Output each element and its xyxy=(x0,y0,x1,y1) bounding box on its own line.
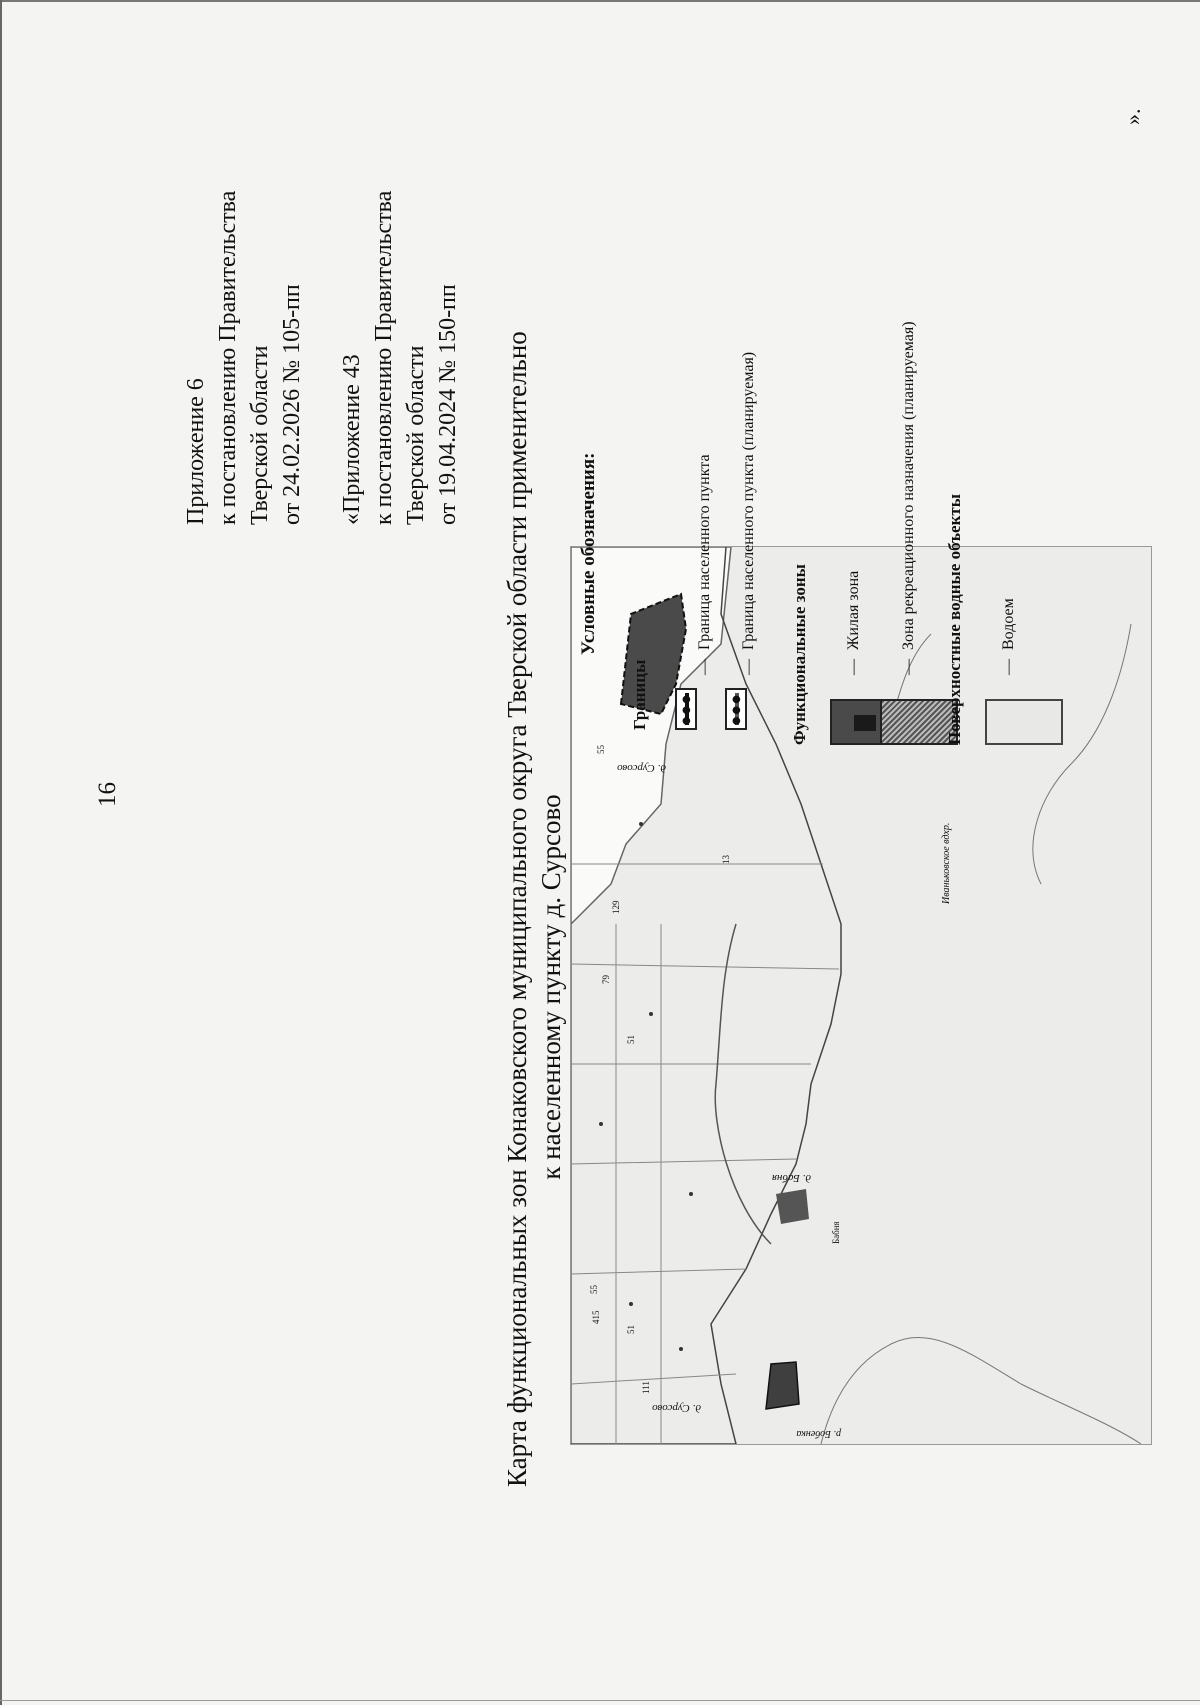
water-body-swatch xyxy=(985,699,1063,745)
map-title xyxy=(500,331,568,1487)
legend-heading: Условные обозначения: xyxy=(578,452,599,655)
legend-item-label: Водоем xyxy=(1000,598,1017,650)
legend-dash: — xyxy=(845,659,862,675)
map-title-line: к населенному пункту д. Сурсово xyxy=(536,794,566,1180)
legend-dash: — xyxy=(740,659,757,675)
appendix-line: от 24.02.2026 № 105-пп xyxy=(279,284,305,525)
legend-item-label: Жилая зона xyxy=(845,570,862,650)
page-number: 16 xyxy=(94,782,121,807)
appendix-line: к постановлению Правительства xyxy=(371,190,397,525)
legend-section-title: Функциональные зоны xyxy=(790,564,809,745)
appendix-line: Тверской области xyxy=(403,345,429,525)
legend-item-label: Зона рекреационного назначения (планируемая) xyxy=(900,321,917,650)
appendix-previous xyxy=(336,191,464,525)
parcel-number: 79 xyxy=(601,975,611,984)
planned-boundary-swatch: ●●● xyxy=(725,688,747,730)
legend-item-label: Граница населенного пункта xyxy=(696,454,713,650)
parcel-number: 55 xyxy=(596,745,606,754)
map-graphic xyxy=(571,547,1151,1444)
map-label-babnya: д. Бабня xyxy=(771,1172,811,1184)
appendix-line: Приложение 6 xyxy=(183,378,209,525)
appendix-current xyxy=(180,191,308,525)
legend-section-title: Поверхностные водные объекты xyxy=(945,493,964,745)
legend-dash: — xyxy=(900,659,917,675)
appendix-line: Тверской области xyxy=(247,345,273,525)
map-label-sursovo: д. Сурсово xyxy=(652,1402,701,1414)
parcel-number: 111 xyxy=(641,1381,651,1394)
parcel-number: 415 xyxy=(591,1310,601,1324)
boundary-swatch: ●●● xyxy=(675,688,697,730)
parcel-number: 13 xyxy=(721,855,731,864)
map-title-line: Карта функциональных зон Конаковского муниципального округа Тверской области применительно xyxy=(502,331,532,1487)
parcel-number: 51 xyxy=(626,1325,636,1334)
appendix-line: к постановлению Правительства xyxy=(215,190,241,525)
parcel-number: 55 xyxy=(589,1285,599,1294)
legend-item-label: Граница населенного пункта (планируемая) xyxy=(740,351,757,650)
functional-zones-map xyxy=(570,546,1152,1445)
legend-section-title: Границы xyxy=(630,659,649,730)
parcel-number: 129 xyxy=(611,900,621,914)
map-label-sursovo: д. Сурсово xyxy=(617,762,666,774)
legend-dash: — xyxy=(1000,659,1017,675)
legend-dash: — xyxy=(696,659,713,675)
appendix-line: «Приложение 43 xyxy=(339,354,365,525)
end-mark: ». xyxy=(1120,108,1145,125)
map-label-river: р. Бобенка xyxy=(796,1428,841,1439)
map-label-small: Бабня xyxy=(831,1221,841,1244)
appendix-line: от 19.04.2024 № 150-пп xyxy=(435,284,461,525)
parcel-number: 51 xyxy=(626,1035,636,1044)
map-label-reservoir: Иваньковское вдхр. xyxy=(941,822,952,904)
